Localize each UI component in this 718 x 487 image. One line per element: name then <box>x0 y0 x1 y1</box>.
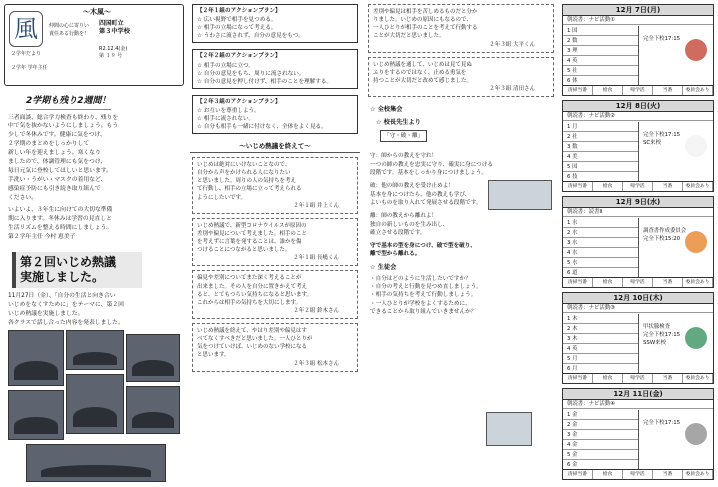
period-row: 3 金 <box>563 430 638 440</box>
period-row: 5 月 <box>563 354 638 364</box>
period-row: 1 月 <box>563 122 638 132</box>
day-date: 12月 8日(火) <box>563 101 713 112</box>
essay-text: いじめ熱議で、新型コロナウイルスが原因の 差別や偏見について考えました。相手のこと を考えずに言葉を発することは、誰かを傷 つけることにつながると思いました。 <box>197 222 307 254</box>
footer-cell: 当番 <box>653 86 683 95</box>
day-assembly: 朝読書：ナビ活動④ <box>563 400 713 409</box>
classroom-photo-5 <box>66 374 124 434</box>
period-row: 5 国 <box>563 162 638 172</box>
action-plan-class-1 <box>192 4 358 43</box>
period-row: 2 社 <box>563 132 638 142</box>
footer-cell: 清掃当番 <box>563 86 593 95</box>
footer-cell: 当番 <box>653 182 683 191</box>
reflection-essay <box>192 323 358 372</box>
footer-cell: 当番 <box>653 374 683 383</box>
period-grid <box>563 410 639 470</box>
day-box <box>562 388 714 480</box>
day-box <box>562 292 714 384</box>
day-notes: 調査書作成委員会 完全下校15:20 <box>643 228 687 243</box>
period-row: 2 木 <box>563 324 638 334</box>
footer-cell: 給食 <box>593 374 623 383</box>
essay-text: いじめは絶対にいけないことなので、 自分から声をかけられる人になりたい と思いました。周りの人の気持ちを考え て行動し、相手の立場に立って考えられる ようにしたいです。 <box>197 162 302 201</box>
essay-text: いじめ熱議を終えて、やはり差別や偏見はす べてなくすべきだと思いました。一人ひとりが 気をつけていけば、いじめのない学校になる と思います。 <box>197 328 313 359</box>
plan-line: ☆ 自分の意見をもち、周りに流されない。 <box>197 70 305 77</box>
reflection-essay <box>192 270 358 319</box>
classroom-photo-7 <box>26 444 166 482</box>
essay-author: ２年３組 松本さん <box>293 360 339 367</box>
period-row: 1 木 <box>563 314 638 324</box>
plan-line: ☆ 自分の意見を押し付けず、相手のことを理解する。 <box>197 78 333 85</box>
period-row: 4 英 <box>563 344 638 354</box>
day-assembly: 朝読書：読書Ⅱ <box>563 208 713 217</box>
period-row: 3 数 <box>563 142 638 152</box>
footer-cell: 給食 <box>593 470 623 479</box>
period-grid <box>563 314 639 374</box>
day-footer <box>563 469 713 479</box>
day-date: 12月 10日(木) <box>563 293 713 304</box>
period-row: 1 国 <box>563 26 638 36</box>
day-box <box>562 4 714 96</box>
plan-title: 【２年１組のアクションプラン】 <box>197 8 281 14</box>
shuhari-words: 「守・破・離」 <box>380 130 427 142</box>
day-footer <box>563 85 713 95</box>
period-row: 6 体 <box>563 76 638 86</box>
seasonal-illustration <box>685 423 707 445</box>
day-assembly: 朝読書：ナビ活動① <box>563 16 713 25</box>
classroom-photo-4 <box>8 390 64 440</box>
period-row: 1 水 <box>563 218 638 228</box>
council-title: ☆ 生徒会 <box>370 264 397 272</box>
plan-line: ☆ 広い視野で相手を見つめる。 <box>197 17 277 24</box>
footer-cell: 給食 <box>593 278 623 287</box>
footer-cell: 清掃当番 <box>563 374 593 383</box>
second-paragraph: いよいよ、３年生に向けての大切な準備 期に入ります。冬休みは学習の見直しと 生活リズムを整える時間にしましょう。 第２学年主任 今村 恵美子 <box>8 207 113 241</box>
period-row: 4 英 <box>563 56 638 66</box>
period-row: 3 木 <box>563 334 638 344</box>
essay-text: 差別や偏見は相手を苦しめるものだと分か りました。いじめの原因にもなるので、 一人ひとりが相手のことを考えて行動する ことが大切だと思いました。 <box>373 9 478 40</box>
period-row: 3 理 <box>563 46 638 56</box>
council-text: ・自分はどのように生活したいですか？ ・自分の考えと行動を見つめ直しましょう。 ・相手の気持ちを考えて行動しましょう。 ・一人ひとりが学校をよくするために、 できることから取り組んでいきませんか？ <box>370 275 482 316</box>
plan-line: ☆ 相手の立場に立つ。 <box>197 62 254 69</box>
newsletter-subtitle: ２学年だより <box>10 51 41 57</box>
author: ２学年 学年主任 <box>11 65 48 71</box>
period-row: 4 金 <box>563 440 638 450</box>
footer-cell: 委員会あり <box>683 374 713 383</box>
footer-cell: 委員会あり <box>683 182 713 191</box>
footer-cell: 清掃当番 <box>563 470 593 479</box>
day-notes: 甲状腺検査 完全下校17:15 SSW来校 <box>643 324 681 347</box>
masthead-kanji: 風 <box>9 11 43 47</box>
day-footer <box>563 373 713 383</box>
assembly-illustration <box>488 180 552 210</box>
headline: 2学期も残り2週間！ <box>26 95 111 110</box>
newsletter-name: ～木風～ <box>83 8 111 16</box>
day-notes: 完全下校17:15 SC来校 <box>643 132 681 147</box>
seasonal-illustration <box>685 327 707 349</box>
day-assembly: 朝読書：ナビ活動③ <box>563 304 713 313</box>
period-row: 5 社 <box>563 66 638 76</box>
plan-line: ☆ うわさに流されず、自分の意見をもつ。 <box>197 33 304 40</box>
period-row: 6 月 <box>563 364 638 374</box>
period-row: 1 金 <box>563 410 638 420</box>
reflection-essay <box>192 157 358 214</box>
seasonal-illustration <box>685 135 707 157</box>
period-grid <box>563 122 639 182</box>
footer-cell: 帰学活 <box>623 182 653 191</box>
day-assembly: 朝読書：ナビ活動② <box>563 112 713 121</box>
yaburu-text: 破：他の師の教えを受け止めよ！ 基本を身につけたら、他の教えも学び、 よいものを取り入れて発展させる段階です。 <box>370 183 482 207</box>
seasonal-illustration <box>685 39 707 61</box>
day-date: 12月 9日(水) <box>563 197 713 208</box>
mamoru-text: 守：師からの教えを守れ！ 一つの師の教えを忠実に守り、確実に身につける 段階です。基本をしっかり身につけましょう。 <box>370 153 493 176</box>
intro-paragraph: 三者面談、総合学力検査も終わり、残りを 中で気を抜かないようにしましょう。もう 少しで冬休みです。健康に気をつけ、 ２学期のまとめをしっかりして 新しい年を迎えましょう。寒くなり ましたので、体調管理にも気をつけ、 毎日元気に登校してほしいと思います。 手洗い・うがい・マスクの着用など、 感染症予防にも引き続き取り組んで ください。 <box>8 114 119 202</box>
footer-cell: 給食 <box>593 182 623 191</box>
period-grid <box>563 26 639 86</box>
class-motto: 仲間の心に寄りい 責任ある行動を！ <box>49 23 90 37</box>
period-row: 3 水 <box>563 238 638 248</box>
day-date: 12月 7日(月) <box>563 5 713 16</box>
day-footer <box>563 181 713 191</box>
assembly-title: ☆ 全校集会 <box>370 106 403 114</box>
action-plan-class-2 <box>192 49 358 88</box>
plan-line: ☆ 自分も相手も一緒に付けなく、全体をよく見る。 <box>197 124 327 131</box>
reflection-essay <box>368 4 554 53</box>
principal-title: ☆ 校長先生より <box>376 119 421 127</box>
seasonal-illustration <box>685 231 707 253</box>
footer-cell: 帰学活 <box>623 470 653 479</box>
column-1 <box>4 4 184 484</box>
period-grid <box>563 218 639 278</box>
plan-line: ☆ 相手の立場になって考える。 <box>197 25 277 32</box>
period-row: 2 数 <box>563 36 638 46</box>
column-2 <box>190 4 360 484</box>
reflection-essay <box>368 57 554 98</box>
essay-text: 偏見や差別についてまた深く考えることが 出来ました。その人を自分に置きかえて考え ると、とてもつらい気持ちになると思います。 これからは相手の気持ちを大切にします。 <box>197 275 313 306</box>
footer-cell: 帰学活 <box>623 278 653 287</box>
essay-text: いじめ熱議を通して、いじめは見て見ぬ ふりをするのではなく、止める勇気を 持つことが大切だと改めて感じました。 <box>373 61 473 84</box>
day-notes: 完全下校17:15 <box>643 420 681 426</box>
action-plan-class-3 <box>192 95 358 134</box>
footer-cell: 委員会あり <box>683 470 713 479</box>
classroom-photo-1 <box>8 330 64 386</box>
issue-info: R2.12.4(金) 第 １９ 号 <box>99 46 128 59</box>
period-row: 4 美 <box>563 152 638 162</box>
day-date: 12月 11日(金) <box>563 389 713 400</box>
period-row: 4 水 <box>563 248 638 258</box>
period-row: 2 水 <box>563 228 638 238</box>
hanare-text: 離：師の教えから離れよ！ 独自の新しいものを生み出し、 確立させる段階です。 <box>370 213 449 237</box>
day-notes: 完全下校17:15 <box>643 36 681 42</box>
weekly-schedule <box>562 4 714 484</box>
shuhari-illustration <box>486 412 532 446</box>
newsletter-header <box>4 4 184 86</box>
footer-cell: 清掃当番 <box>563 278 593 287</box>
footer-cell: 帰学活 <box>623 86 653 95</box>
day-box <box>562 196 714 288</box>
period-row: 2 金 <box>563 420 638 430</box>
classroom-photo-6 <box>126 386 180 434</box>
footer-cell: 委員会あり <box>683 86 713 95</box>
reflection-essay <box>192 218 358 267</box>
column-3 <box>366 4 556 484</box>
summary-text: 守で基本の型を身につけ、破で型を破り、 離で型から離れる。 <box>370 242 476 258</box>
footer-cell: 給食 <box>593 86 623 95</box>
school-name: 四国町立 第３中学校 <box>99 20 130 36</box>
plan-title: 【２年３組のアクションプラン】 <box>197 98 281 105</box>
footer-cell: 当番 <box>653 470 683 479</box>
footer-cell: 清掃当番 <box>563 182 593 191</box>
period-row: 6 道 <box>563 268 638 278</box>
day-box <box>562 100 714 192</box>
essay-author: ２年１組 井上くん <box>293 202 339 209</box>
plan-line: ☆ お互いを尊重しよう。 <box>197 107 260 114</box>
footer-cell: 当番 <box>653 278 683 287</box>
period-row: 6 技 <box>563 172 638 182</box>
footer-cell: 帰学活 <box>623 374 653 383</box>
reflection-section-title: ～いじめ熱議を終えて～ <box>190 142 360 153</box>
period-row: 5 金 <box>563 450 638 460</box>
plan-title: 【２年２組のアクションプラン】 <box>197 53 281 60</box>
essay-author: ２年２組 鈴木さん <box>293 307 339 314</box>
essay-author: ２年１組 長嶋くん <box>293 255 339 262</box>
plan-line: ☆ 相手に流されない。 <box>197 116 255 123</box>
period-row: 5 水 <box>563 258 638 268</box>
day-footer <box>563 277 713 287</box>
essay-author: ２年３組 大平くん <box>489 41 535 48</box>
ijime-title: 第２回いじめ熱議 実施しました。 <box>12 252 142 288</box>
essay-author: ２年３組 清田さん <box>489 86 535 92</box>
period-row: 6 金 <box>563 460 638 470</box>
footer-cell: 委員会あり <box>683 278 713 287</box>
classroom-photo-3 <box>126 334 180 382</box>
ijime-paragraph: 11月27日（金）、「自分の生活と向き合い いじめをなくすために」をテーマに、第２回 いじめ熱議を実施しました。 各クラスで話し合った内容を発表しました。 <box>8 293 124 327</box>
classroom-photo-2 <box>66 330 124 370</box>
